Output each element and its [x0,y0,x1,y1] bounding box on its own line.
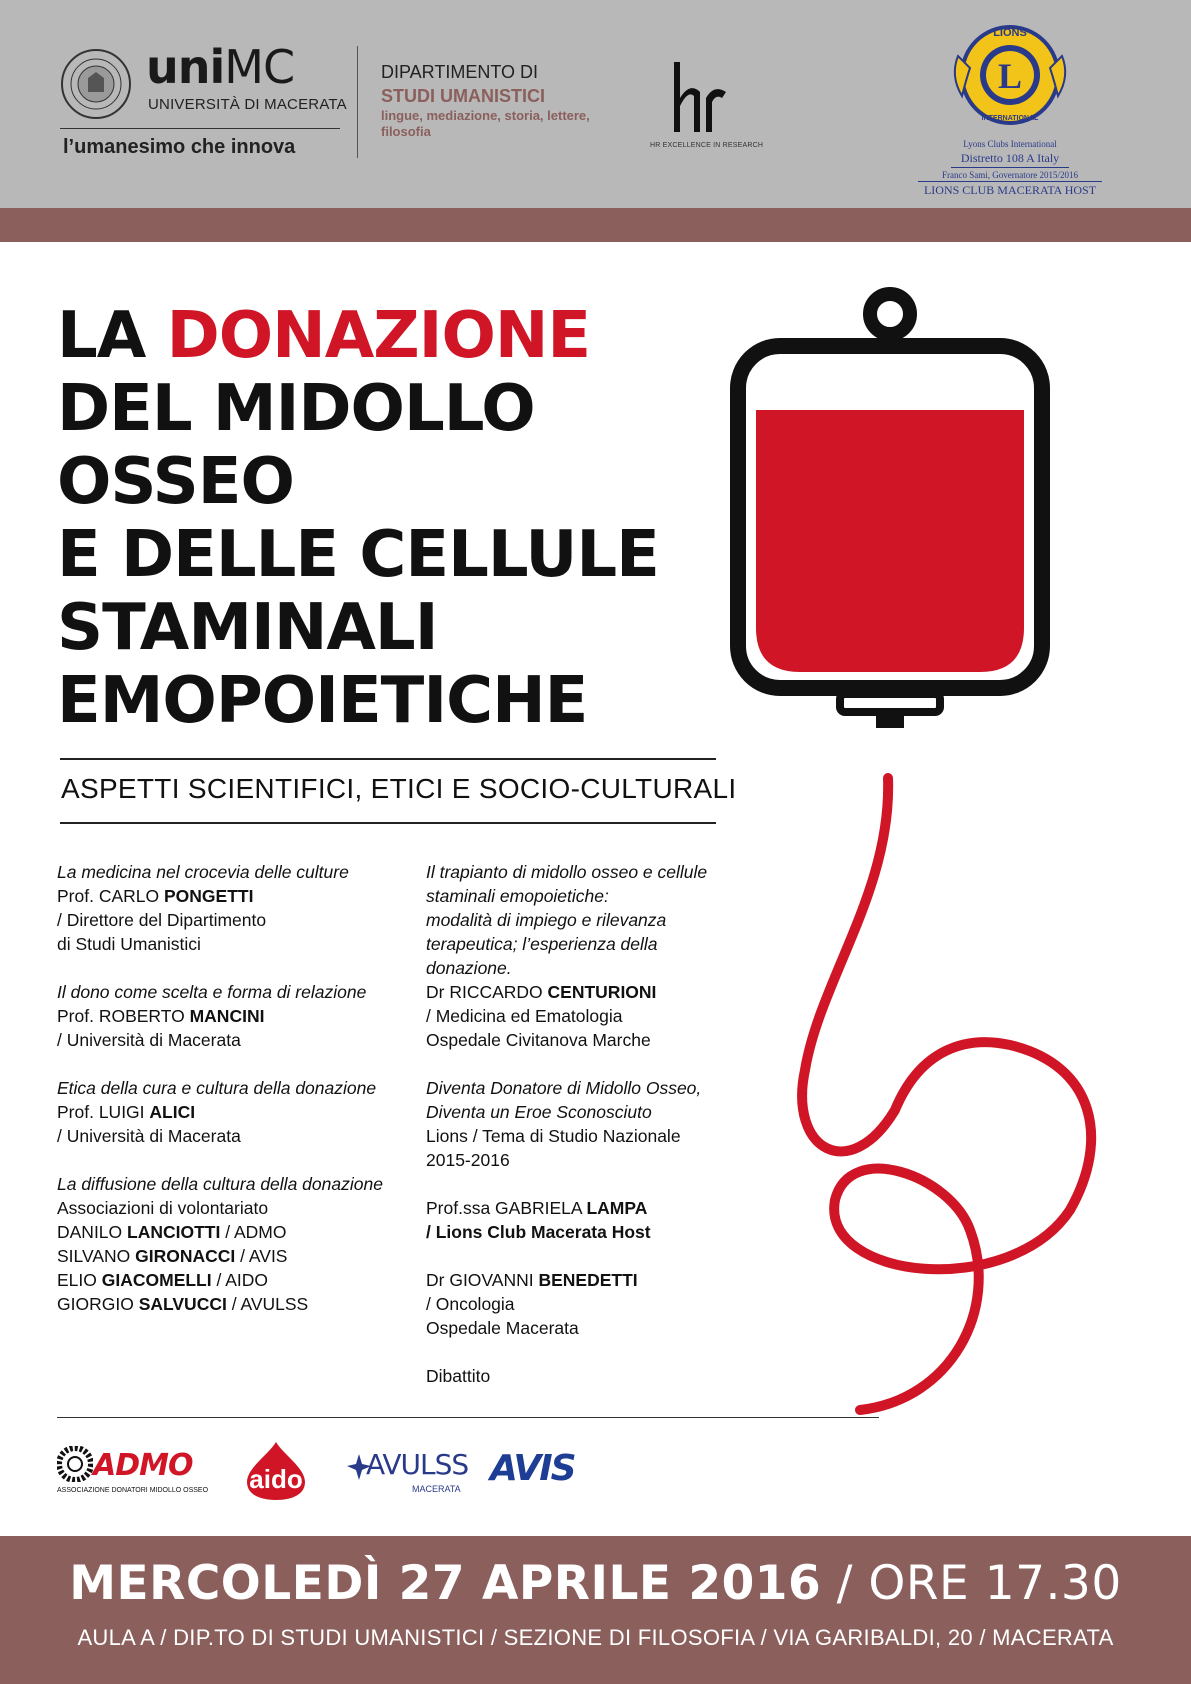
speaker-surname: CENTURIONI [547,982,657,1002]
speaker-surname: SALVUCCI [138,1294,227,1314]
speaker-surname: BENEDETTI [538,1270,638,1290]
lions-intl: Lyons Clubs International [963,139,1057,149]
event-time: / ORE 17.30 [821,1556,1122,1611]
talk-topic: Etica della cura e cultura della donazione [57,1078,377,1098]
unimc-logo-light: MC [224,40,295,94]
talk-detail: 2015-2016 [426,1150,510,1170]
bag-connector-neck [876,712,904,728]
event-venue: AULA A / DIP.TO DI STUDI UMANISTICI / SEZIONE DI FILOSOFIA / VIA GARIBALDI, 20 / MACERATA [77,1625,1114,1650]
lions-district: Distretto 108 A Italy [951,151,1069,168]
avis-name: AVIS [490,1448,575,1489]
speaker [57,1100,417,1124]
event-date-day: MERCOLEDÌ 27 APRILE 2016 [69,1556,822,1611]
speaker-affiliation: / Direttore del Dipartimento [57,910,267,930]
speaker-surname: GIACOMELLI [101,1270,212,1290]
title-la: LA [57,299,167,373]
admo-logo [57,1446,209,1498]
hr-caption: HR EXCELLENCE IN RESEARCH [650,142,764,149]
divider [60,758,716,760]
unimc-logo [146,40,295,94]
blood-tube-heart [802,778,1091,1410]
aido-name: aido [249,1464,303,1494]
speaker-surname: PONGETTI [163,886,254,906]
speaker-prefix: Prof. ROBERTO [57,1006,190,1026]
talk-topic: Il trapianto di midollo osseo e cellule [426,862,708,882]
speaker-surname: LANCIOTTI [127,1222,221,1242]
admo-caption: ASSOCIAZIONE DONATORI MIDOLLO OSSEO [57,1487,209,1494]
page-title [57,300,659,738]
speaker-affiliation: di Studi Umanistici [57,934,201,954]
talk-detail: Lions / Tema di Studio Nazionale [426,1126,681,1146]
speaker-affiliation: / Medicina ed Ematologia [426,1006,623,1026]
university-name: UNIVERSITÀ DI MACERATA [148,96,347,113]
lions-club-info [900,139,1120,199]
avulss-name: AVULSS [366,1448,469,1481]
speaker-prefix: Dr GIOVANNI [426,1270,539,1290]
divider [60,128,340,129]
header-band [0,208,1191,242]
speaker-association: / AVULSS [226,1294,309,1314]
title-line-2: DEL MIDOLLO [57,372,535,446]
speaker-first: ELIO [57,1270,102,1290]
department-label: DIPARTIMENTO DI [381,62,539,82]
avis-logo [490,1448,600,1489]
talk-topic: La diffusione della cultura della donazione [57,1174,383,1194]
unimc-logo-bold: uni [146,40,225,94]
speaker-prefix: Prof.ssa GABRIELA [426,1198,587,1218]
association-speaker [57,1292,417,1316]
aido-logo [243,1440,309,1500]
lions-club-logo-icon [948,16,1072,134]
title-line-4: E DELLE CELLULE [57,518,659,592]
blood-fill [756,410,1024,672]
title-line-1 [57,300,659,373]
speaker-surname: MANCINI [189,1006,265,1026]
speaker-prefix: Dr RICCARDO [426,982,548,1002]
talk-topic: Diventa un Eroe Sconosciuto [426,1102,652,1122]
speaker-first: SILVANO [57,1246,136,1266]
speaker-prefix: Prof. LUIGI [57,1102,150,1122]
svg-text:LIONS: LIONS [993,27,1027,39]
speaker-association: / AVIS [235,1246,288,1266]
bag-hanger-icon [870,294,910,334]
admo-wheel-icon [57,1446,93,1482]
speaker-affiliation: Ospedale Civitanova Marche [426,1030,651,1050]
department-subjects: lingue, mediazione, storia, lettere, filosofia [381,108,590,139]
speaker-first: GIORGIO [57,1294,139,1314]
avulss-logo [346,1446,469,1498]
lions-club-name: LIONS CLUB MACERATA HOST [918,181,1102,198]
subtitle: ASPETTI SCIENTIFICI, ETICI E SOCIO-CULTURALI [61,773,737,804]
closing-debate: Dibattito [426,1366,491,1386]
talk-topic: Diventa Donatore di Midollo Osseo, [426,1078,702,1098]
admo-name: ADMO [93,1448,193,1483]
university-seal-icon [60,48,132,120]
speaker-association: / ADMO [220,1222,287,1242]
talk-topic: modalità di impiego e rilevanza [426,910,667,930]
university-motto: l’umanesimo che innova [63,136,296,158]
title-line-6: EMOPOIETICHE [57,664,588,738]
speaker-affiliation: Ospedale Macerata [426,1318,579,1338]
program-entry [57,860,417,956]
association-intro: Associazioni di volontariato [57,1198,269,1218]
speaker-association: / AIDO [211,1270,269,1290]
blood-bag-illustration [700,280,1170,1420]
speaker-affiliation: / Oncologia [426,1294,515,1314]
title-donazione: DONAZIONE [166,299,591,373]
speaker-first: DANILO [57,1222,128,1242]
program-entry [57,1172,417,1316]
lions-governor: Franco Sami, Governatore 2015/2016 [942,170,1078,180]
speaker-affiliation-bold: / Lions Club Macerata Host [426,1222,651,1242]
talk-topic: staminali emopoietiche: [426,886,609,906]
speaker-surname: LAMPA [586,1198,648,1218]
speaker-surname: GIRONACCI [135,1246,236,1266]
divider [57,1417,879,1418]
hr-excellence-logo-icon [660,58,740,138]
speaker [57,884,417,908]
event-date [0,1556,1191,1611]
speaker-affiliation: / Università di Macerata [57,1030,241,1050]
association-speaker [57,1244,417,1268]
talk-topic: donazione. [426,958,512,978]
program-entry [57,980,417,1052]
talk-topic: Il dono come scelta e forma di relazione [57,982,367,1002]
speaker-prefix: Prof. CARLO [57,886,164,906]
bag-connector [840,694,940,712]
divider [60,822,716,824]
program-left-column [57,860,417,1340]
divider [357,46,358,158]
program-entry [57,1076,417,1148]
association-speaker [57,1268,417,1292]
speaker-affiliation: / Università di Macerata [57,1126,241,1146]
title-line-3: OSSEO [57,445,294,519]
avulss-caption: MACERATA [412,1484,461,1494]
talk-topic: La medicina nel crocevia delle culture [57,862,349,882]
department-name: STUDI UMANISTICI [381,86,545,106]
svg-text:INTERNATIONAL: INTERNATIONAL [981,115,1039,122]
svg-text:L: L [997,56,1023,96]
speaker [57,1004,417,1028]
title-line-5: STAMINALI [57,591,438,665]
association-speaker [57,1220,417,1244]
speaker-surname: ALICI [149,1102,196,1122]
talk-topic: terapeutica; l’esperienza della [426,934,658,954]
